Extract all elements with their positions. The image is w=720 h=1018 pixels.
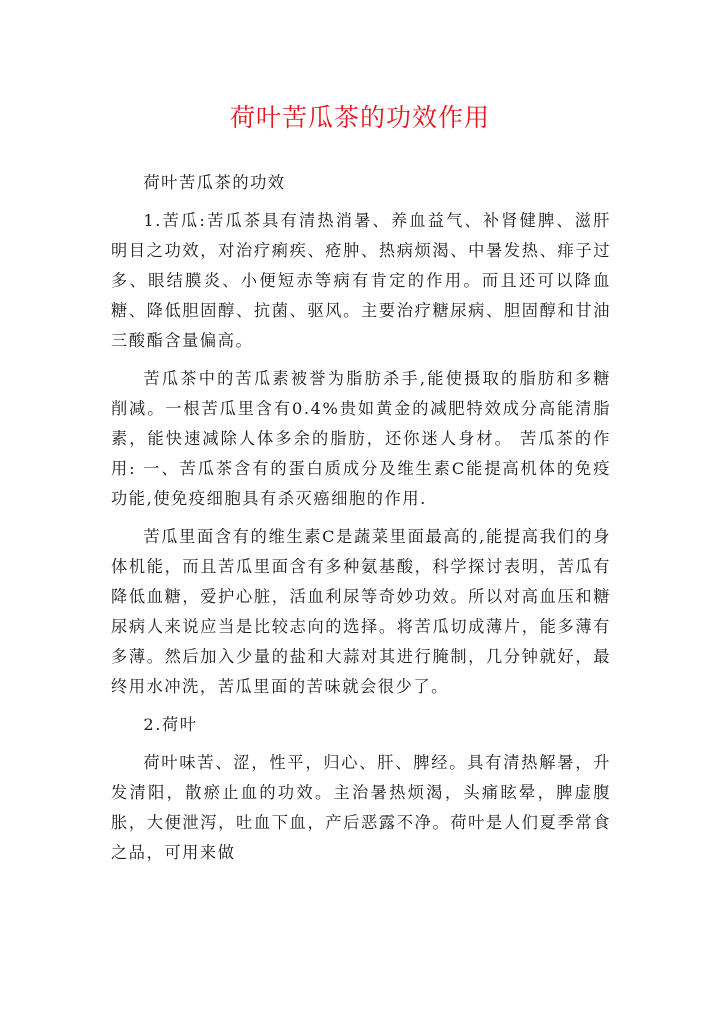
paragraph: 苦瓜茶中的苦瓜素被誉为脂肪杀手,能使摄取的脂肪和多糖削减。一根苦瓜里含有0.4%贵如黄金的减肥特效成分高能清脂素，能快速减除人体多余的脂肪，还你迷人身材。 苦瓜茶的作用: 一、苦瓜茶含有的蛋白质成分及维生素C能提高机体的免疫功能,使免疫细胞具有杀灭癌细胞的作用. <box>111 369 611 508</box>
document-title: 荷叶苦瓜茶的功效作用 <box>229 103 490 132</box>
document-body <box>111 168 611 868</box>
section-heading: 2.荷叶 <box>143 715 198 734</box>
section-heading: 荷叶苦瓜茶的功效 <box>143 173 286 192</box>
paragraph: 荷叶味苦、涩，性平，归心、肝、脾经。具有清热解暑，升发清阳，散瘀止血的功效。主治暑热烦渴，头痛眩晕，脾虚腹胀，大便泄泻，吐血下血，产后恶露不净。荷叶是人们夏季常食之品，可用来做 <box>111 753 611 862</box>
paragraph: 1.苦瓜:苦瓜茶具有清热消暑、养血益气、补肾健脾、滋肝明目之功效，对治疗痢疾、疮肿、热病烦渴、中暑发热、痱子过多、眼结膜炎、小便短赤等病有肯定的作用。而且还可以降血糖、降低胆固醇、抗菌、驱风。主要治疗糖尿病、胆固醇和甘油三酸酯含量偏高。 <box>111 211 611 350</box>
paragraph: 苦瓜里面含有的维生素C是蔬菜里面最高的,能提高我们的身体机能，而且苦瓜里面含有多种氨基酸，科学探讨表明，苦瓜有降低血糖，爱护心脏，活血利尿等奇妙功效。所以对高血压和糖尿病人来说应当是比较志向的选择。将苦瓜切成薄片，能多薄有多薄。然后加入少量的盐和大蒜对其进行腌制，几分钟就好，最终用水冲洗，苦瓜里面的苦味就会很少了。 <box>111 527 611 696</box>
